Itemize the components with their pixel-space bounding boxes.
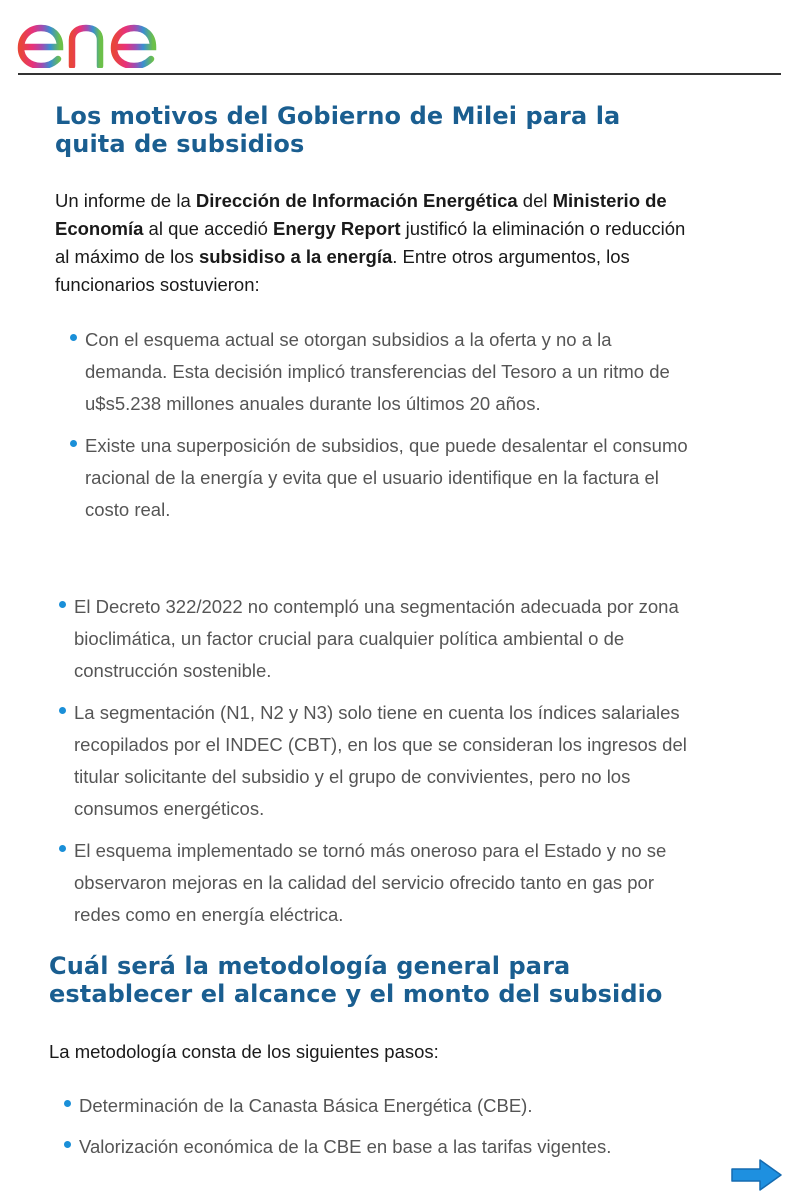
intro-text: Un informe de la <box>55 190 196 211</box>
list-item <box>85 324 695 420</box>
intro-paragraph <box>55 187 695 299</box>
list-item <box>74 591 694 687</box>
bullet-list-primary <box>85 324 695 536</box>
intro-text: justificó la eliminación o reducción al máximo de los <box>55 218 686 267</box>
intro-text: . Entre otros argumentos, los funcionarios sostuvieron: <box>55 246 630 295</box>
list-item <box>74 835 694 931</box>
bullet-dot-icon <box>64 1141 71 1148</box>
list-item <box>79 1090 719 1122</box>
methodology-intro: La metodología consta de los siguientes pasos: <box>49 1041 439 1062</box>
intro-text: del <box>517 190 553 211</box>
arrow-right-icon <box>730 1157 784 1193</box>
intro-emphasis: subsidiso a la energía <box>198 246 393 267</box>
next-page-button[interactable] <box>730 1157 784 1198</box>
bullet-dot-icon <box>64 1100 71 1107</box>
list-item-text: Determinación de la Canasta Básica Energética (CBE). <box>79 1095 533 1116</box>
list-item <box>85 430 695 526</box>
intro-emphasis: Energy Report <box>273 218 401 239</box>
list-item <box>74 697 694 825</box>
list-item-text: Valorización económica de la CBE en base a las tarifas vigentes. <box>79 1136 612 1157</box>
intro-emphasis: Ministerio de Economía <box>55 190 667 239</box>
list-item-text: Existe una superposición de subsidios, que puede desalentar el consumo racional de la energía y evita que el usuario identifique en la factura el costo real. <box>85 435 688 520</box>
bullet-dot-icon <box>59 707 66 714</box>
bullet-dot-icon <box>59 601 66 608</box>
list-item-text: El Decreto 322/2022 no contempló una segmentación adecuada por zona bioclimática, un factor crucial para cualquier política ambiental o de construcción sostenible. <box>74 596 679 681</box>
intro-emphasis: Dirección de Información Energética <box>195 190 518 211</box>
enel-logo-icon <box>16 6 181 68</box>
list-item-text: El esquema implementado se tornó más oneroso para el Estado y no se observaron mejoras en la calidad del servicio ofrecido tanto en gas por redes como en energía eléctrica. <box>74 840 667 925</box>
bullet-list-secondary <box>74 591 694 941</box>
section-heading-motivos: Los motivos del Gobierno de Milei para la quita de subsidios <box>55 102 621 158</box>
list-item-text: La segmentación (N1, N2 y N3) solo tiene en cuenta los índices salariales recopilados por el INDEC (CBT), en los que se consideran los ingresos del titular solicitante del subsidio y el grupo de convivientes, pero no los consumos energéticos. <box>74 702 687 819</box>
page-header <box>0 0 800 76</box>
methodology-steps-list <box>79 1090 719 1172</box>
intro-text: al que accedió <box>143 218 274 239</box>
header-divider <box>18 73 781 75</box>
bullet-dot-icon <box>70 334 77 341</box>
list-item <box>79 1131 719 1163</box>
bullet-dot-icon <box>70 440 77 447</box>
section-heading-metodologia: Cuál será la metodología general para establecer el alcance y el monto del subsidio <box>49 952 663 1008</box>
enel-logo[interactable] <box>16 6 181 73</box>
bullet-dot-icon <box>59 845 66 852</box>
list-item-text: Con el esquema actual se otorgan subsidios a la oferta y no a la demanda. Esta decisión implicó transferencias del Tesoro a un ritmo de u$s5.238 millones anuales durante los últimos 20 años. <box>85 329 670 414</box>
